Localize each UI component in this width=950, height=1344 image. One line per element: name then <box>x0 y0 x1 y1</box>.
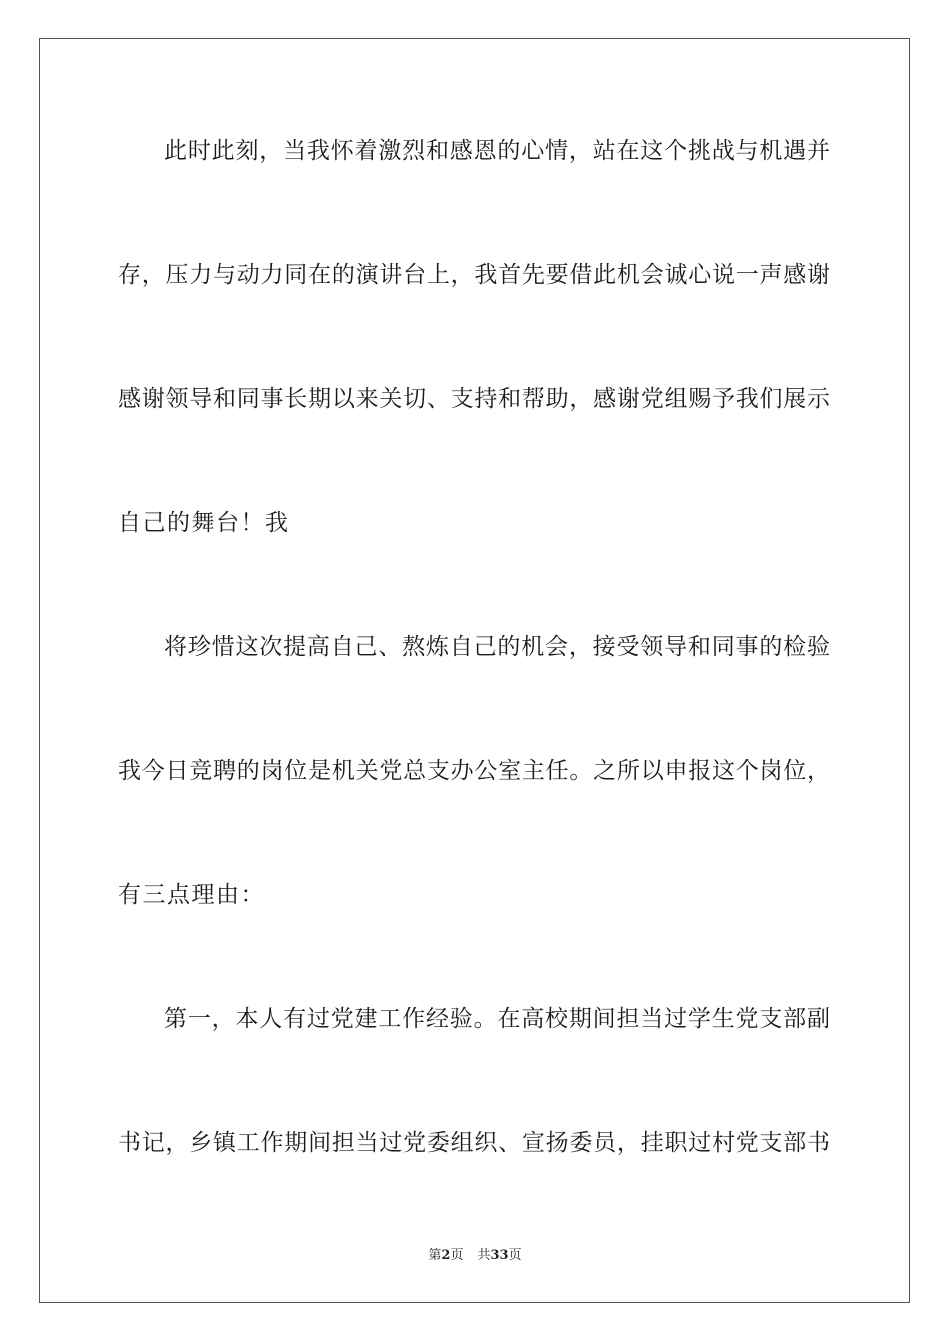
page-prefix: 第 <box>428 1248 442 1263</box>
total-suffix: 页 <box>508 1248 522 1263</box>
paragraph-line-9: 书记，乡镇工作期间担当过党委组织、宣扬委员，挂职过村党支部书 <box>118 1130 830 1156</box>
page-frame <box>39 38 910 1303</box>
page-suffix: 页 <box>450 1248 464 1263</box>
current-page-number: 2 <box>441 1248 451 1263</box>
paragraph-line-3: 感谢领导和同事长期以来关切、支持和帮助，感谢党组赐予我们展示 <box>118 386 830 412</box>
paragraph-line-2: 存，压力与动力同在的演讲台上，我首先要借此机会诚心说一声感谢 <box>118 262 830 288</box>
page-footer <box>0 1247 950 1265</box>
total-prefix: 共 <box>477 1248 491 1263</box>
total-page-number: 33 <box>490 1248 509 1263</box>
paragraph-line-6: 我今日竞聘的岗位是机关党总支办公室主任。之所以申报这个岗位， <box>118 758 830 784</box>
paragraph-line-5: 将珍惜这次提高自己、熬炼自己的机会，接受领导和同事的检验 <box>164 634 830 660</box>
paragraph-line-7: 有三点理由： <box>118 882 265 908</box>
paragraph-line-4: 自己的舞台！我 <box>118 510 290 536</box>
paragraph-line-1: 此时此刻，当我怀着激烈和感恩的心情，站在这个挑战与机遇并 <box>164 138 830 164</box>
paragraph-line-8: 第一，本人有过党建工作经验。在高校期间担当过学生党支部副 <box>164 1006 830 1032</box>
